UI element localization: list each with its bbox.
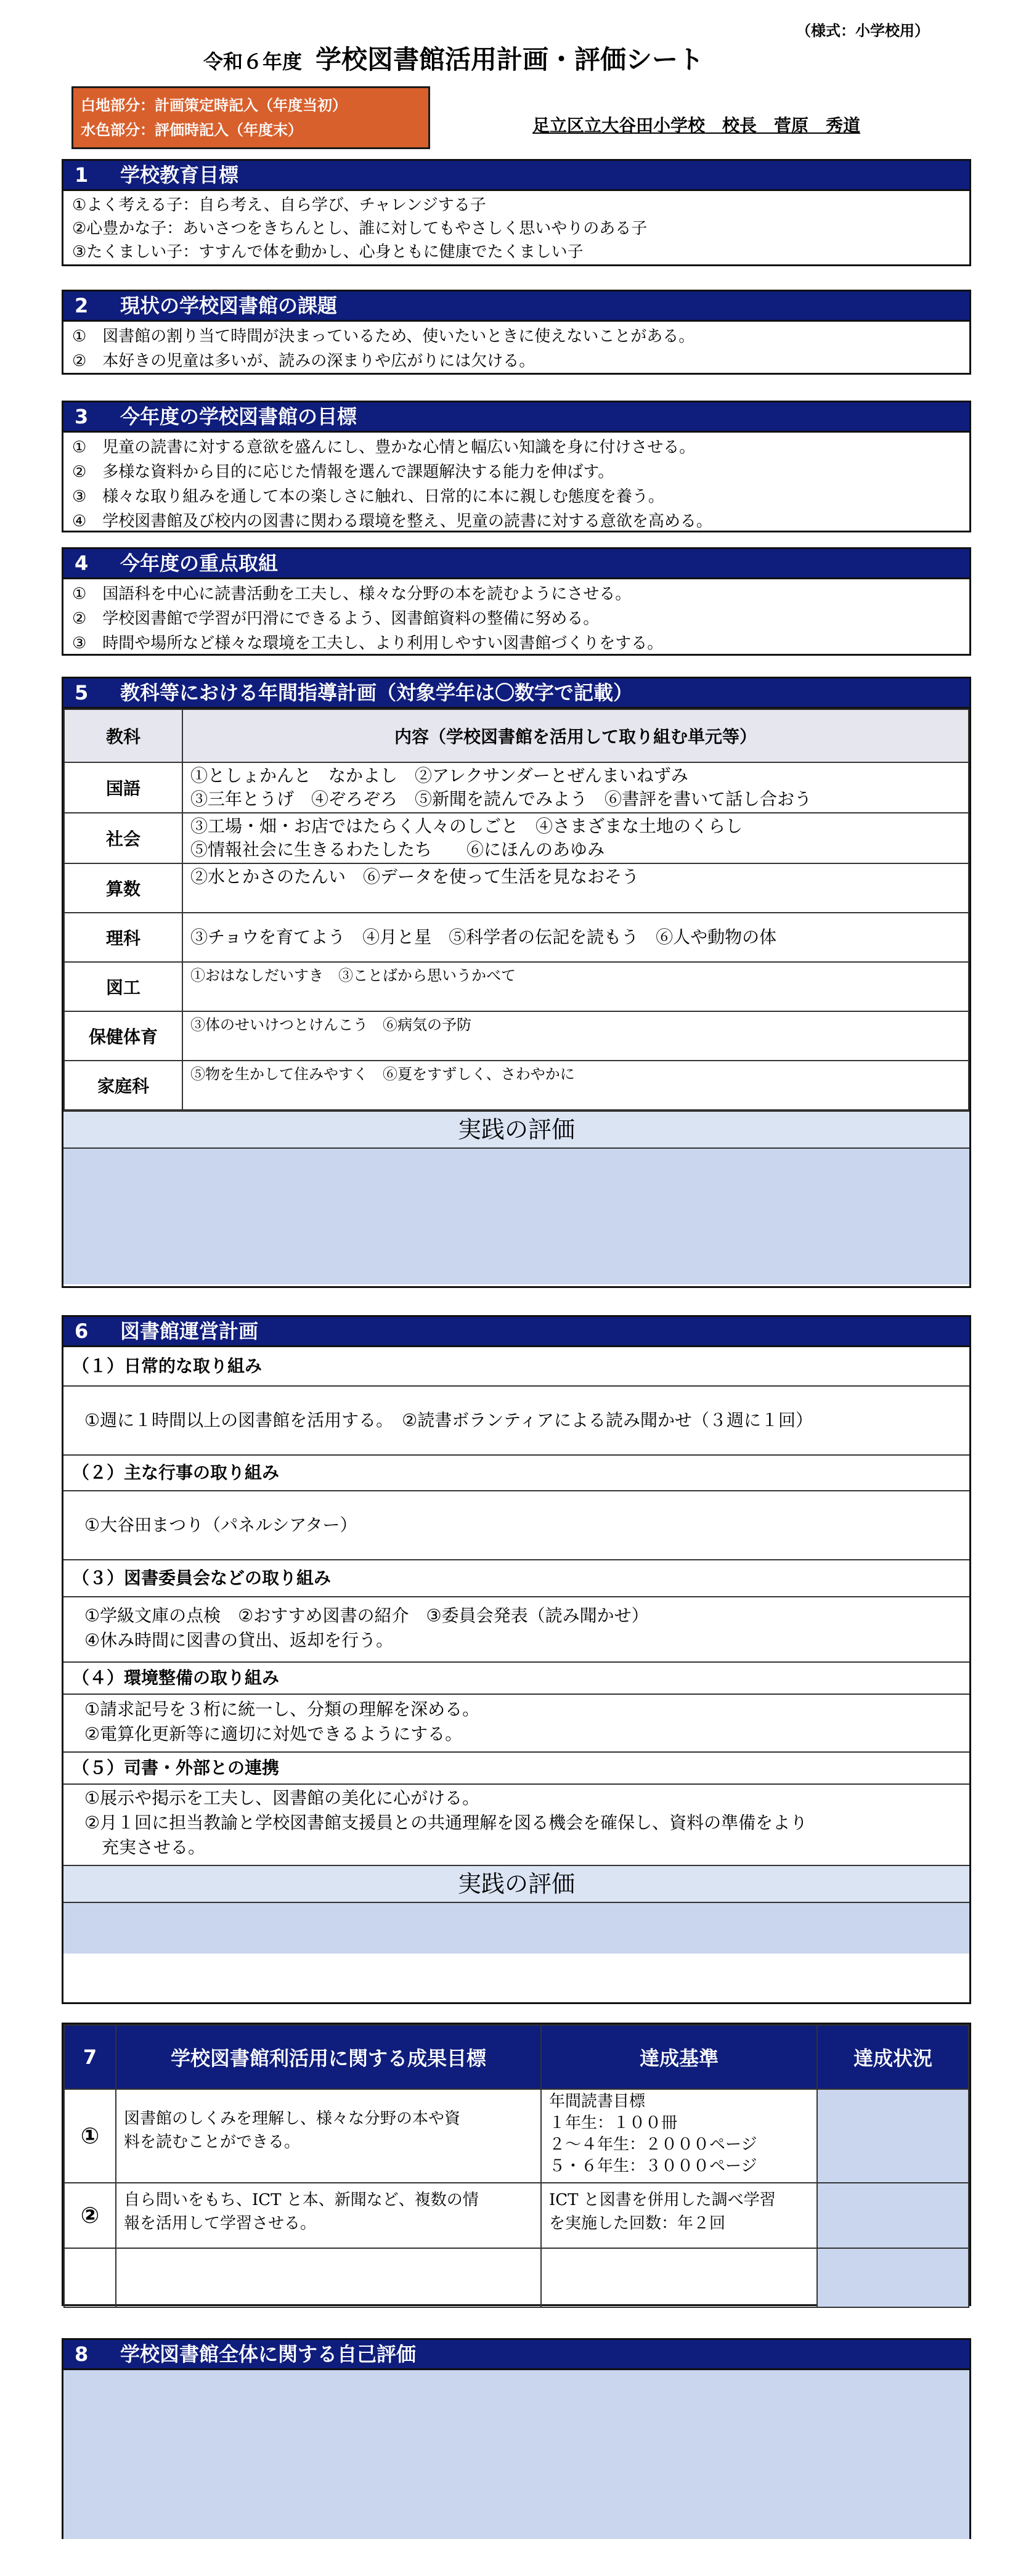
subject-cell: 理科: [64, 913, 182, 962]
legend-blue: 水色部分：評価時記入（年度末）: [81, 121, 303, 139]
school-principal: 足立区立大谷田小学校 校長 菅原 秀道: [532, 115, 861, 136]
criteria-cell: ICT と図書を併用した調べ学習 を実施した回数：年２回: [541, 2183, 817, 2248]
table-row: [64, 1011, 969, 1061]
status-field[interactable]: [817, 2089, 969, 2183]
goal-line: ②心豊かな子：あいさつをきちんとし、誰に対してもやさしく思いやりのある子: [72, 219, 648, 238]
table-row: [64, 913, 969, 962]
section-8-self-evaluation: [62, 2338, 971, 2539]
table-row: [64, 2183, 969, 2248]
section-header: 6 図書館運営計画: [63, 1317, 969, 1347]
subject-cell: 算数: [64, 863, 182, 913]
subject-plan-table: [63, 709, 969, 1111]
table-row: [64, 863, 969, 913]
row-number: [64, 2248, 116, 2307]
effort-line: ③ 時間や場所など様々な環境を工夫し、より利用しやすい図書館づくりをする。: [72, 634, 664, 653]
content-cell: ①としょかんと なかよし ②アレクサンダーとぜんまいねずみ ③三年とうげ ④ぞろぞろ ⑤新聞を読んでみよう ⑥書評を書いて話し合おう: [182, 762, 969, 813]
fiscal-year: 令和６年度: [203, 50, 303, 73]
issue-line: ② 本好きの児童は多いが、読みの深まりや広がりには欠ける。: [72, 352, 535, 370]
status-field[interactable]: [817, 2248, 969, 2307]
col-header-subject: 教科: [64, 709, 182, 762]
col-header-number: 7: [64, 2025, 116, 2089]
subject-cell: 国語: [64, 762, 182, 813]
subsection-committee-body: ①学級文庫の点検 ②おすすめ図書の紹介 ③委員会発表（読み聞かせ） ④休み時間に図書の貸出、返却を行う。: [84, 1605, 649, 1650]
goal-line: ①よく考える子：自ら考え、自ら学び、チャレンジする子: [72, 196, 486, 214]
col-header-status: 達成状況: [817, 2025, 969, 2089]
goal-line: ③たくましい子：すすんで体を動かし、心身ともに健康でたくましい子: [72, 243, 584, 261]
section-header: 2 現状の学校図書館の課題: [63, 291, 969, 322]
form-style-note: （様式：小学校用）: [796, 22, 929, 39]
section-6-operation-plan: [62, 1315, 971, 2004]
subsection-environment: （４）環境整備の取り組み: [63, 1661, 969, 1695]
subsection-events: （２）主な行事の取り組み: [63, 1454, 969, 1491]
goal-line: ① 児童の読書に対する意欲を盛んにし、豊かな心情と幅広い知識を身に付けさせる。: [72, 438, 696, 457]
section-header: 1 学校教育目標: [63, 161, 969, 191]
section-5-annual-plan: [62, 677, 971, 1288]
subsection-external: （５）司書・外部との連携: [63, 1751, 969, 1785]
section-header: 8 学校図書館全体に関する自己評価: [63, 2340, 969, 2370]
goal-cell: 自ら問いをもち、ICT と本、新聞など、複数の情 報を活用して学習させる。: [116, 2183, 541, 2248]
goal-cell[interactable]: [116, 2248, 541, 2307]
practice-evaluation-header: 実践の評価: [63, 1865, 969, 1903]
row-number: ②: [64, 2183, 116, 2248]
sheet-title: 学校図書館活用計画・評価シート: [316, 44, 704, 75]
content-cell: ②水とかさのたんい ⑥データを使って生活を見なおそう: [182, 863, 969, 913]
practice-evaluation-field[interactable]: [63, 1903, 969, 1954]
table-row: [64, 813, 969, 863]
issue-line: ① 図書館の割り当て時間が決まっているため、使いたいときに使えないことがある。: [72, 327, 695, 346]
goal-cell: 図書館のしくみを理解し、様々な分野の本や資 料を読むことができる。: [116, 2089, 541, 2183]
practice-evaluation-field[interactable]: [63, 1149, 969, 1284]
effort-line: ② 学校図書館で学習が円滑にできるよう、図書館資料の整備に努める。: [72, 609, 600, 628]
content-cell: ⑤物を生かして住みやすく ⑥夏をすずしく、さわやかに: [182, 1061, 969, 1110]
section-4-priority-efforts: [62, 547, 971, 656]
criteria-cell: 年間読書目標 １年生：１００冊 ２～４年生：２０００ページ ５・６年生：３０００ページ: [541, 2089, 817, 2183]
section-7-outcome-goals: [62, 2023, 971, 2306]
criteria-cell[interactable]: [541, 2248, 817, 2307]
outcome-goals-table: [63, 2024, 969, 2308]
section-2-current-issues: [62, 290, 971, 375]
col-header-criteria: 達成基準: [541, 2025, 817, 2089]
subsection-environment-body: ①請求記号を３桁に統一し、分類の理解を深める。 ②電算化更新等に適切に対処できるようにする。: [84, 1699, 480, 1744]
subsection-daily: （１）日常的な取り組み: [63, 1347, 969, 1387]
subject-cell: 家庭科: [64, 1061, 182, 1110]
status-field[interactable]: [817, 2183, 969, 2248]
subsection-external-body: ①展示や掲示を工夫し、図書館の美化に心がける。 ②月１回に担当教諭と学校図書館支援員との共通理解を図る機会を確保し、資料の準備をより 充実させる。: [84, 1788, 808, 1857]
table-row: [64, 2089, 969, 2183]
goal-line: ③ 様々な取り組みを通して本の楽しさに触れ、日常的に本に親しむ態度を養う。: [72, 487, 664, 506]
col-header-goal: 学校図書館利活用に関する成果目標: [116, 2025, 541, 2089]
legend-white: 白地部分：計画策定時記入（年度当初）: [81, 97, 347, 114]
section-1-educational-goals: [62, 159, 971, 266]
content-cell: ③体のせいけつとけんこう ⑥病気の予防: [182, 1011, 969, 1061]
content-cell: ③チョウを育てよう ④月と星 ⑤科学者の伝記を読もう ⑥人や動物の体: [182, 913, 969, 962]
col-header-content: 内容（学校図書館を活用して取り組む単元等）: [182, 709, 969, 762]
subject-cell: 保健体育: [64, 1011, 182, 1061]
subject-cell: 社会: [64, 813, 182, 863]
goal-line: ④ 学校図書館及び校内の図書に関わる環境を整え、児童の読書に対する意欲を高める。: [72, 512, 712, 531]
table-row: [64, 962, 969, 1011]
effort-line: ① 国語科を中心に読書活動を工夫し、様々な分野の本を読むようにさせる。: [72, 585, 632, 603]
subsection-committee: （３）図書委員会などの取り組み: [63, 1559, 969, 1597]
practice-evaluation-header: 実践の評価: [63, 1111, 969, 1149]
table-row: [64, 1061, 969, 1110]
table-row: [64, 2248, 969, 2307]
table-row: [64, 762, 969, 813]
subsection-daily-body: ①週に１時間以上の図書館を活用する。 ②読書ボランティアによる読み聞かせ（３週に１回）: [84, 1410, 813, 1430]
goal-line: ② 多様な資料から目的に応じた情報を選んで課題解決する能力を伸ばす。: [72, 463, 614, 481]
page-title: [203, 39, 704, 76]
self-evaluation-field[interactable]: [63, 2370, 969, 2539]
color-legend: [71, 86, 430, 149]
section-header: 4 今年度の重点取組: [63, 549, 969, 579]
row-number: ①: [64, 2089, 116, 2183]
section-header: 5 教科等における年間指導計画（対象学年は〇数字で記載）: [63, 679, 969, 709]
content-cell: ③工場・畑・お店ではたらく人々のしごと ④さまざまな土地のくらし ⑤情報社会に生きるわたしたち ⑥にほんのあゆみ: [182, 813, 969, 863]
content-cell: ①おはなしだいすき ③ことばから思いうかべて: [182, 962, 969, 1011]
subject-cell: 図工: [64, 962, 182, 1011]
subsection-events-body: ①大谷田まつり（パネルシアター）: [84, 1515, 357, 1535]
section-3-library-goals: [62, 401, 971, 532]
section-header: 3 今年度の学校図書館の目標: [63, 402, 969, 433]
